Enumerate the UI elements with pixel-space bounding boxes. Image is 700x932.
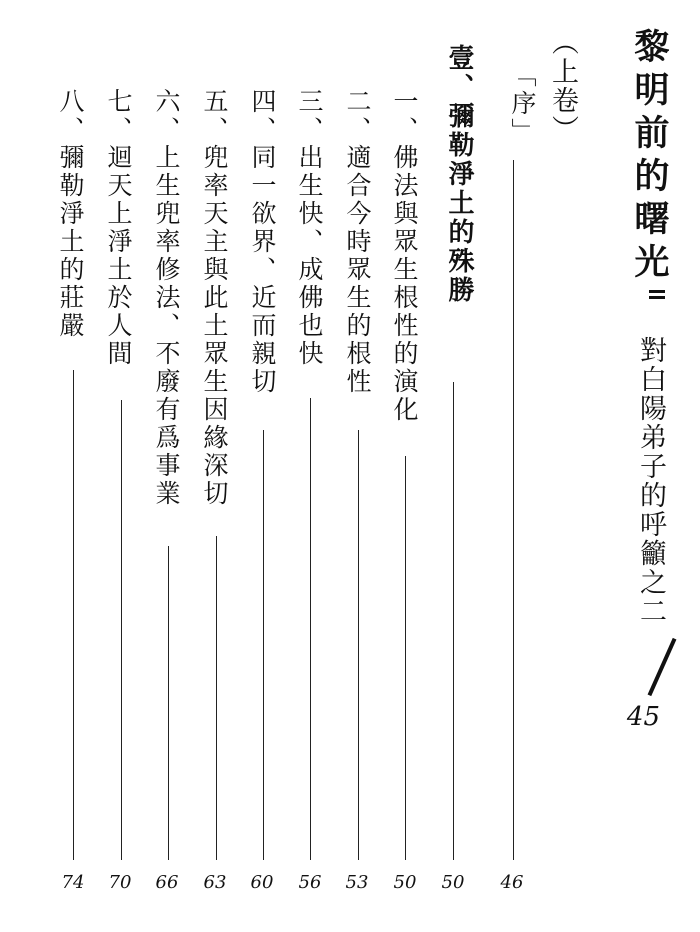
page-number: 45 [626, 702, 660, 732]
title-dash [649, 290, 665, 293]
toc-leader-section-5 [216, 536, 217, 860]
title-dash-2 [649, 296, 665, 299]
toc-item-section-3[interactable]: 三、出生快、成佛也快 [295, 88, 324, 368]
book-subtitle: 對白陽弟子的呼籲之二 [635, 336, 666, 626]
toc-leader-section-4 [263, 430, 264, 860]
toc-page-section-7: 70 [108, 872, 132, 893]
toc-leader-section-7 [121, 400, 122, 860]
toc-item-section-5[interactable]: 五、兜率天主與此土眾生因緣深切 [200, 88, 229, 508]
toc-leader-section-6 [168, 546, 169, 860]
toc-item-section-8[interactable]: 八、彌勒淨土的莊嚴 [56, 88, 85, 340]
toc-leader-section-2 [358, 430, 359, 860]
toc-item-section-7[interactable]: 七、迴天上淨土於人間 [104, 88, 133, 368]
toc-page-preface: 46 [500, 872, 524, 893]
toc-item-section-4[interactable]: 四、同一欲界、近而親切 [248, 88, 277, 396]
toc-page-section-2: 53 [345, 872, 369, 893]
toc-item-preface[interactable]: 「序」 [508, 62, 537, 146]
toc-item-section-2[interactable]: 二、適合今時眾生的根性 [343, 88, 372, 396]
toc-page-section-6: 66 [155, 872, 179, 893]
toc-item-section-1[interactable]: 一、佛法與眾生根性的演化 [390, 88, 419, 424]
page-slash [648, 638, 677, 696]
toc-item-section-6[interactable]: 六、上生兜率修法、不廢有爲事業 [152, 88, 181, 508]
toc-leader-chapter-1 [453, 382, 454, 860]
toc-leader-preface [513, 160, 514, 860]
toc-page-section-5: 63 [203, 872, 227, 893]
toc-page-section-3: 56 [298, 872, 322, 893]
toc-page-section-1: 50 [393, 872, 417, 893]
volume-label: （上卷） [547, 28, 578, 144]
toc-page-section-4: 60 [250, 872, 274, 893]
toc-page-chapter-1: 50 [441, 872, 465, 893]
toc-item-chapter-1[interactable]: 壹、彌勒淨土的殊勝 [444, 44, 474, 305]
toc-leader-section-3 [310, 398, 311, 860]
book-title: 黎明前的曙光 [629, 28, 670, 286]
toc-leader-section-1 [405, 456, 406, 860]
toc-leader-section-8 [73, 370, 74, 860]
toc-page-section-8: 74 [61, 872, 85, 893]
